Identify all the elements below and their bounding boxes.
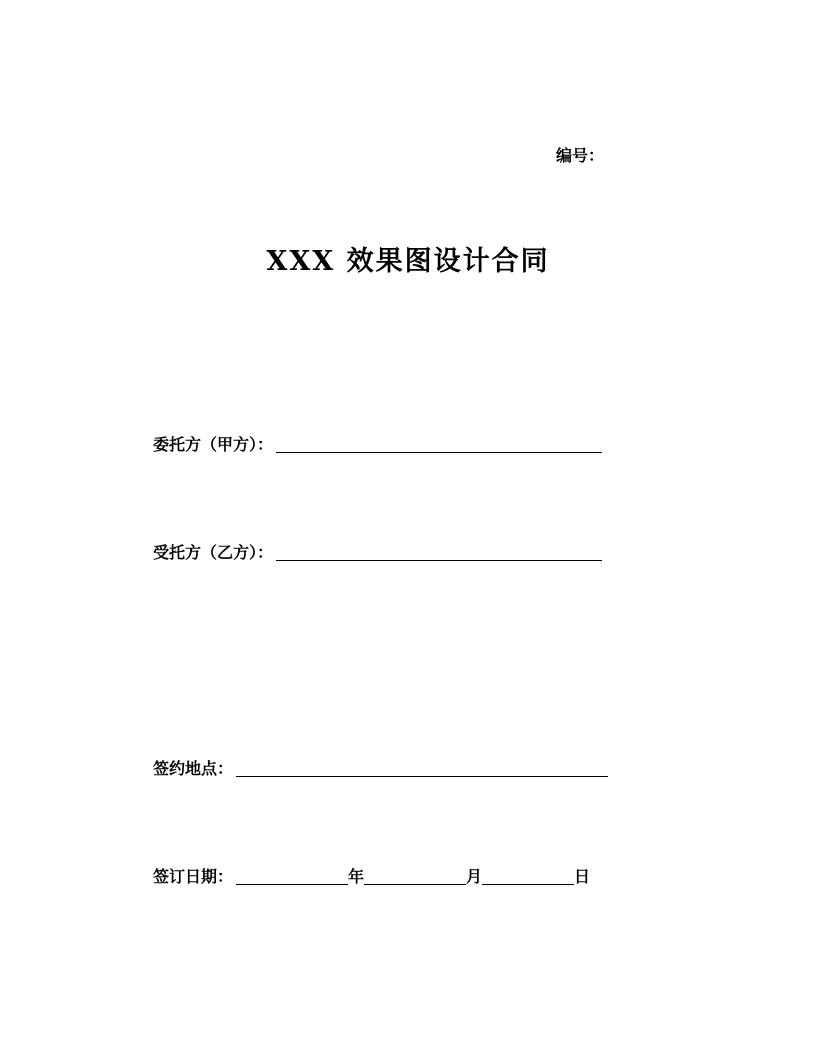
party-b-blank-line[interactable]: [276, 540, 602, 561]
document-number-label: 编号：: [556, 146, 605, 165]
contract-title: XXX 效果图设计合同: [266, 246, 550, 277]
year-unit-label: 年: [348, 867, 365, 886]
signing-day-blank-line[interactable]: [482, 864, 574, 885]
day-unit-label: 日: [574, 867, 591, 886]
party-b-row: [153, 540, 602, 564]
party-a-row: [153, 432, 602, 456]
signing-date-row: [153, 864, 590, 888]
signing-place-blank-line[interactable]: [236, 756, 608, 777]
party-b-label: 受托方（乙方）：: [153, 543, 274, 562]
signing-place-label: 签约地点：: [153, 759, 234, 778]
party-a-blank-line[interactable]: [276, 432, 602, 453]
party-a-label: 委托方（甲方）：: [153, 435, 274, 454]
signing-date-label: 签订日期：: [153, 867, 234, 886]
signing-place-row: [153, 756, 608, 780]
month-unit-label: 月: [466, 867, 483, 886]
signing-year-blank-line[interactable]: [236, 864, 348, 885]
signing-month-blank-line[interactable]: [364, 864, 466, 885]
